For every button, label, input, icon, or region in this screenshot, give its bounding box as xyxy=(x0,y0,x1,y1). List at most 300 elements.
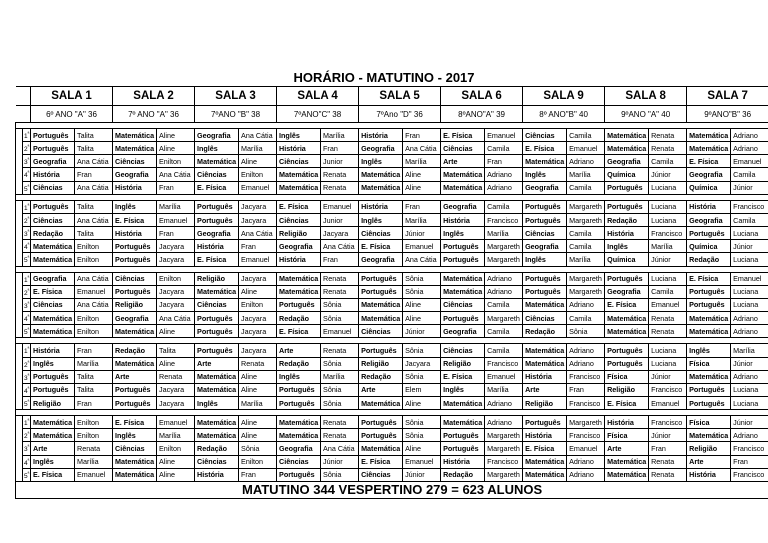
teacher-cell: Aline xyxy=(403,298,441,311)
teacher-cell: Enilton xyxy=(157,442,195,455)
teacher-cell: Francisco xyxy=(485,357,523,370)
subject-cell: E. Física xyxy=(277,200,321,213)
subject-cell: Redação xyxy=(523,325,567,338)
period-number-value: 3 xyxy=(24,446,28,454)
period-number-value: 4 xyxy=(24,172,28,180)
teacher-cell: Renata xyxy=(649,468,687,481)
teacher-cell: Marília xyxy=(567,253,605,266)
subject-cell: Ciências xyxy=(113,272,157,285)
sala-header: SALA 9 xyxy=(523,87,605,106)
subject-cell: Português xyxy=(195,325,239,338)
subject-cell: Matemática xyxy=(195,370,239,383)
teacher-cell: Jacyara xyxy=(239,344,277,357)
teacher-cell: Emanuel xyxy=(649,396,687,409)
subject-cell: Português xyxy=(605,181,649,194)
ordinal-mark: ª xyxy=(27,255,30,261)
teacher-cell: Ana Cátia xyxy=(403,142,441,155)
period-number xyxy=(23,227,31,240)
teacher-cell: Luciana xyxy=(649,272,687,285)
subject-cell: Português xyxy=(605,344,649,357)
teacher-cell: Fran xyxy=(75,168,113,181)
period-number-value: 4 xyxy=(24,244,28,252)
period-row xyxy=(16,383,768,396)
subject-cell: Redação xyxy=(441,468,485,481)
teacher-cell: Camila xyxy=(567,181,605,194)
subject-cell: História xyxy=(441,455,485,468)
teacher-cell: Ana Cátia xyxy=(75,272,113,285)
subject-cell: Matemática xyxy=(687,129,731,142)
teacher-cell: Francisco xyxy=(649,383,687,396)
teacher-cell: Jacyara xyxy=(239,200,277,213)
ordinal-mark: ª xyxy=(27,144,30,150)
subject-cell: E. Física xyxy=(195,181,239,194)
teacher-cell: Emanuel xyxy=(731,272,768,285)
period-number-value: 3 xyxy=(24,159,28,167)
subject-cell: Matemática xyxy=(523,357,567,370)
period-number xyxy=(23,416,31,429)
teacher-cell: Adriano xyxy=(731,129,768,142)
teacher-cell: Emanuel xyxy=(239,253,277,266)
subject-cell: História xyxy=(31,344,75,357)
subject-cell: Inglês xyxy=(523,253,567,266)
period-number-value: 2 xyxy=(24,361,28,369)
subject-cell: História xyxy=(113,227,157,240)
teacher-cell: Emanuel xyxy=(239,181,277,194)
subject-cell: E. Física xyxy=(359,455,403,468)
subject-cell: Redação xyxy=(277,357,321,370)
teacher-cell: Ana Cátia xyxy=(157,312,195,325)
subject-cell: Português xyxy=(195,213,239,226)
teacher-cell: Camila xyxy=(567,240,605,253)
day-label xyxy=(16,416,23,482)
teacher-cell: Ana Cátia xyxy=(157,168,195,181)
teacher-cell: Francisco xyxy=(485,455,523,468)
teacher-cell: Renata xyxy=(649,129,687,142)
subject-cell: História xyxy=(277,253,321,266)
ordinal-mark: ª xyxy=(27,229,30,235)
period-number-value: 1 xyxy=(24,133,28,141)
subject-cell: Português xyxy=(277,383,321,396)
teacher-cell: Emanuel xyxy=(157,416,195,429)
period-number-value: 3 xyxy=(24,374,28,382)
teacher-cell: Margareth xyxy=(485,442,523,455)
teacher-cell: Sônia xyxy=(321,357,359,370)
period-row xyxy=(16,253,768,266)
subject-cell: Português xyxy=(359,344,403,357)
period-number xyxy=(23,344,31,357)
period-number xyxy=(23,181,31,194)
period-row xyxy=(16,272,768,285)
subject-cell: Ciências xyxy=(523,227,567,240)
subject-cell: Matemática xyxy=(523,468,567,481)
period-number-value: 1 xyxy=(24,348,28,356)
subject-cell: Português xyxy=(687,285,731,298)
subject-cell: Português xyxy=(113,285,157,298)
subject-cell: Português xyxy=(605,357,649,370)
teacher-cell: Margareth xyxy=(567,200,605,213)
subject-cell: Religião xyxy=(605,383,649,396)
teacher-cell: Talita xyxy=(75,142,113,155)
teacher-cell: Francisco xyxy=(567,370,605,383)
period-number-value: 3 xyxy=(24,303,28,311)
teacher-cell: Camila xyxy=(485,344,523,357)
subject-cell: Inglês xyxy=(113,429,157,442)
subject-cell: Matemática xyxy=(277,416,321,429)
subject-cell: História xyxy=(523,370,567,383)
subject-cell: Arte xyxy=(687,455,731,468)
teacher-cell: Júnior xyxy=(731,416,768,429)
subject-cell: Matemática xyxy=(277,168,321,181)
subject-cell: Ciências xyxy=(277,213,321,226)
period-number xyxy=(23,200,31,213)
teacher-cell: Aline xyxy=(239,416,277,429)
subject-cell: Matemática xyxy=(605,142,649,155)
subject-cell: Matemática xyxy=(687,142,731,155)
ordinal-mark: ª xyxy=(27,215,30,221)
period-number-value: 2 xyxy=(24,433,28,441)
teacher-cell: Sônia xyxy=(321,468,359,481)
teacher-cell: Jacyara xyxy=(157,298,195,311)
teacher-cell: Emanuel xyxy=(321,200,359,213)
teacher-cell: Talita xyxy=(75,129,113,142)
teacher-cell: Camila xyxy=(649,155,687,168)
teacher-cell: Adriano xyxy=(731,429,768,442)
subject-cell: Redação xyxy=(277,312,321,325)
subject-cell: E. Física xyxy=(195,253,239,266)
class-header: 7ºANO"C" 38 xyxy=(277,106,359,123)
subject-cell: Matemática xyxy=(31,312,75,325)
subject-cell: Geografia xyxy=(441,325,485,338)
teacher-cell: Camila xyxy=(731,168,768,181)
teacher-cell: Emanuel xyxy=(649,298,687,311)
teacher-cell: Jacyara xyxy=(403,357,441,370)
teacher-cell: Júnior xyxy=(731,240,768,253)
subject-cell: Português xyxy=(687,396,731,409)
teacher-cell: Marília xyxy=(239,396,277,409)
ordinal-mark: ª xyxy=(27,457,30,463)
subject-cell: Português xyxy=(113,383,157,396)
subject-cell: Matemática xyxy=(31,253,75,266)
period-row xyxy=(16,468,768,481)
subject-cell: Arte xyxy=(31,442,75,455)
subject-cell: Religião xyxy=(195,272,239,285)
subject-cell: Matemática xyxy=(605,312,649,325)
subject-cell: Ciências xyxy=(31,298,75,311)
teacher-cell: Adriano xyxy=(567,344,605,357)
teacher-cell: Renata xyxy=(649,312,687,325)
subject-cell: E. Física xyxy=(31,468,75,481)
teacher-cell: Jacyara xyxy=(157,383,195,396)
ordinal-mark: ª xyxy=(27,431,30,437)
subject-cell: Religião xyxy=(359,357,403,370)
teacher-cell: Luciana xyxy=(649,357,687,370)
teacher-cell: Emanuel xyxy=(321,325,359,338)
teacher-cell: Talita xyxy=(75,383,113,396)
teacher-cell: Camila xyxy=(567,129,605,142)
teacher-cell: Júnior xyxy=(649,168,687,181)
teacher-cell: Enilton xyxy=(75,312,113,325)
teacher-cell: Sônia xyxy=(403,285,441,298)
teacher-cell: Luciana xyxy=(731,285,768,298)
subject-cell: Português xyxy=(195,312,239,325)
subject-cell: Arte xyxy=(277,344,321,357)
subject-cell: Português xyxy=(31,383,75,396)
corner-cell xyxy=(16,87,31,106)
teacher-cell: Renata xyxy=(321,181,359,194)
period-number-value: 2 xyxy=(24,218,28,226)
ordinal-mark: ª xyxy=(27,444,30,450)
sala-header: SALA 8 xyxy=(605,87,687,106)
subject-cell: E. Física xyxy=(113,416,157,429)
subject-cell: Português xyxy=(359,429,403,442)
subject-cell: História xyxy=(113,181,157,194)
period-row xyxy=(16,416,768,429)
teacher-cell: Adriano xyxy=(567,357,605,370)
subject-cell: Inglês xyxy=(113,200,157,213)
subject-cell: Arte xyxy=(441,155,485,168)
subject-cell: E. Física xyxy=(605,298,649,311)
class-header: 7ºAno "D" 36 xyxy=(359,106,441,123)
subject-cell: Matemática xyxy=(605,455,649,468)
period-number-value: 4 xyxy=(24,316,28,324)
teacher-cell: Enilton xyxy=(239,455,277,468)
teacher-cell: Marília xyxy=(321,129,359,142)
teacher-cell: Sônia xyxy=(239,442,277,455)
period-number xyxy=(23,240,31,253)
teacher-cell: Fran xyxy=(239,468,277,481)
period-row xyxy=(16,357,768,370)
subject-cell: Redação xyxy=(195,442,239,455)
subject-cell: Matemática xyxy=(31,416,75,429)
teacher-cell: Francisco xyxy=(649,416,687,429)
sala-header: SALA 2 xyxy=(113,87,195,106)
period-row xyxy=(16,298,768,311)
teacher-cell: Adriano xyxy=(731,142,768,155)
subject-cell: Matemática xyxy=(523,344,567,357)
subject-cell: Matemática xyxy=(113,455,157,468)
ordinal-mark: ª xyxy=(27,346,30,352)
period-number xyxy=(23,383,31,396)
subject-cell: Ciências xyxy=(523,312,567,325)
subject-cell: Português xyxy=(441,240,485,253)
subject-cell: Português xyxy=(523,200,567,213)
teacher-cell: Fran xyxy=(731,455,768,468)
subject-cell: História xyxy=(605,416,649,429)
teacher-cell: Sônia xyxy=(567,325,605,338)
subject-cell: Português xyxy=(31,370,75,383)
teacher-cell: Camila xyxy=(649,285,687,298)
teacher-cell: Fran xyxy=(321,253,359,266)
subject-cell: Geografia xyxy=(31,155,75,168)
subject-cell: Português xyxy=(523,272,567,285)
teacher-cell: Emanuel xyxy=(567,142,605,155)
teacher-cell: Sônia xyxy=(321,396,359,409)
ordinal-mark: ª xyxy=(27,314,30,320)
subject-cell: Geografia xyxy=(31,272,75,285)
subject-cell: Português xyxy=(113,253,157,266)
subject-cell: Geografia xyxy=(359,142,403,155)
teacher-cell: Marília xyxy=(403,155,441,168)
teacher-cell: Enilton xyxy=(75,253,113,266)
sala-header: SALA 4 xyxy=(277,87,359,106)
period-row xyxy=(16,142,768,155)
period-number-value: 4 xyxy=(24,459,28,467)
teacher-cell: Junior xyxy=(321,213,359,226)
period-row xyxy=(16,200,768,213)
teacher-cell: Aline xyxy=(239,285,277,298)
teacher-cell: Adriano xyxy=(731,312,768,325)
teacher-cell: Marília xyxy=(567,168,605,181)
subject-cell: Português xyxy=(441,429,485,442)
class-header: 6º ANO "A" 36 xyxy=(31,106,113,123)
class-header: 9ºANO "A" 40 xyxy=(605,106,687,123)
teacher-cell: Luciana xyxy=(731,383,768,396)
teacher-cell: Fran xyxy=(157,181,195,194)
subject-cell: Geografia xyxy=(605,155,649,168)
teacher-cell: Renata xyxy=(239,357,277,370)
teacher-cell: Sônia xyxy=(321,383,359,396)
teacher-cell: Marília xyxy=(157,429,195,442)
teacher-cell: Sônia xyxy=(321,298,359,311)
teacher-cell: Camila xyxy=(485,142,523,155)
teacher-cell: Fran xyxy=(157,227,195,240)
subject-cell: Inglês xyxy=(441,227,485,240)
teacher-cell: Júnior xyxy=(649,429,687,442)
period-number xyxy=(23,357,31,370)
period-number xyxy=(23,155,31,168)
teacher-cell: Fran xyxy=(239,240,277,253)
subject-cell: Redação xyxy=(31,227,75,240)
sala-header: SALA 6 xyxy=(441,87,523,106)
subject-cell: Matemática xyxy=(687,370,731,383)
teacher-cell: Marília xyxy=(239,142,277,155)
teacher-cell: Sônia xyxy=(403,272,441,285)
subject-cell: História xyxy=(195,468,239,481)
subject-cell: Português xyxy=(687,383,731,396)
teacher-cell: Marília xyxy=(485,383,523,396)
teacher-cell: Fran xyxy=(403,200,441,213)
subject-cell: Geografia xyxy=(277,442,321,455)
subject-cell: Química xyxy=(687,240,731,253)
ordinal-mark: ª xyxy=(27,470,30,476)
teacher-cell: Luciana xyxy=(649,213,687,226)
period-number xyxy=(23,142,31,155)
subject-cell: Matemática xyxy=(195,285,239,298)
subject-cell: Matemática xyxy=(113,468,157,481)
period-row xyxy=(16,213,768,226)
teacher-cell: Emanuel xyxy=(403,455,441,468)
subject-cell: Física xyxy=(605,370,649,383)
teacher-cell: Jacyara xyxy=(157,253,195,266)
subject-cell: Matemática xyxy=(605,129,649,142)
subject-cell: Matemática xyxy=(195,155,239,168)
period-row xyxy=(16,227,768,240)
subject-cell: Português xyxy=(523,285,567,298)
subject-cell: Matemática xyxy=(113,357,157,370)
teacher-cell: Renata xyxy=(157,370,195,383)
day-label xyxy=(16,129,23,195)
period-row xyxy=(16,429,768,442)
teacher-cell: Adriano xyxy=(485,285,523,298)
ordinal-mark: ª xyxy=(27,372,30,378)
day-label xyxy=(16,272,23,338)
subject-cell: Português xyxy=(523,213,567,226)
teacher-cell: Marília xyxy=(321,370,359,383)
teacher-cell: Francisco xyxy=(649,227,687,240)
teacher-cell: Jacyara xyxy=(321,227,359,240)
subject-cell: Religião xyxy=(31,396,75,409)
subject-cell: Ciências xyxy=(441,344,485,357)
subject-cell: Religião xyxy=(441,357,485,370)
ordinal-mark: ª xyxy=(27,274,30,280)
period-number xyxy=(23,213,31,226)
subject-cell: Português xyxy=(277,298,321,311)
subject-cell: Matemática xyxy=(277,181,321,194)
period-number xyxy=(23,455,31,468)
teacher-cell: Marília xyxy=(649,240,687,253)
ordinal-mark: ª xyxy=(27,202,30,208)
subject-cell: Inglês xyxy=(605,240,649,253)
subject-cell: E. Física xyxy=(113,213,157,226)
teacher-cell: Ana Cátia xyxy=(75,298,113,311)
class-header: 7º ANO "A" 36 xyxy=(113,106,195,123)
teacher-cell: Enilton xyxy=(75,325,113,338)
period-row xyxy=(16,168,768,181)
teacher-cell: Sônia xyxy=(403,370,441,383)
teacher-cell: Enilton xyxy=(157,272,195,285)
subject-cell: Geografia xyxy=(687,213,731,226)
class-header: 7ºANO "B" 38 xyxy=(195,106,277,123)
subject-cell: Arte xyxy=(605,442,649,455)
period-number-value: 2 xyxy=(24,289,28,297)
subject-cell: E. Física xyxy=(31,285,75,298)
subject-cell: Ciências xyxy=(441,142,485,155)
teacher-cell: Renata xyxy=(321,416,359,429)
teacher-cell: Marília xyxy=(485,227,523,240)
sala-header: SALA 7 xyxy=(687,87,768,106)
subject-cell: Física xyxy=(605,429,649,442)
teacher-cell: Enilton xyxy=(75,416,113,429)
subject-cell: Matemática xyxy=(113,325,157,338)
subject-cell: Redação xyxy=(605,213,649,226)
subject-cell: Inglês xyxy=(687,344,731,357)
subject-cell: Ciências xyxy=(113,155,157,168)
day-label xyxy=(16,200,23,266)
subject-cell: História xyxy=(359,129,403,142)
period-number-value: 5 xyxy=(24,472,28,480)
teacher-cell: Júnior xyxy=(731,357,768,370)
subject-cell: Matemática xyxy=(277,272,321,285)
subject-cell: Matemática xyxy=(441,396,485,409)
subject-cell: Religião xyxy=(523,396,567,409)
subject-cell: Português xyxy=(359,416,403,429)
teacher-cell: Enilton xyxy=(239,168,277,181)
subject-cell: Química xyxy=(605,253,649,266)
period-number xyxy=(23,325,31,338)
ordinal-mark: ª xyxy=(27,183,30,189)
subject-cell: Matemática xyxy=(195,383,239,396)
period-row xyxy=(16,155,768,168)
subject-cell: Matemática xyxy=(523,155,567,168)
teacher-cell: Ana Cátia xyxy=(321,240,359,253)
teacher-cell: Ana Cátia xyxy=(75,155,113,168)
period-number xyxy=(23,272,31,285)
teacher-cell: Luciana xyxy=(731,227,768,240)
subject-cell: Ciências xyxy=(359,325,403,338)
teacher-cell: Enilton xyxy=(157,155,195,168)
teacher-cell: Aline xyxy=(239,383,277,396)
subject-cell: Português xyxy=(113,396,157,409)
